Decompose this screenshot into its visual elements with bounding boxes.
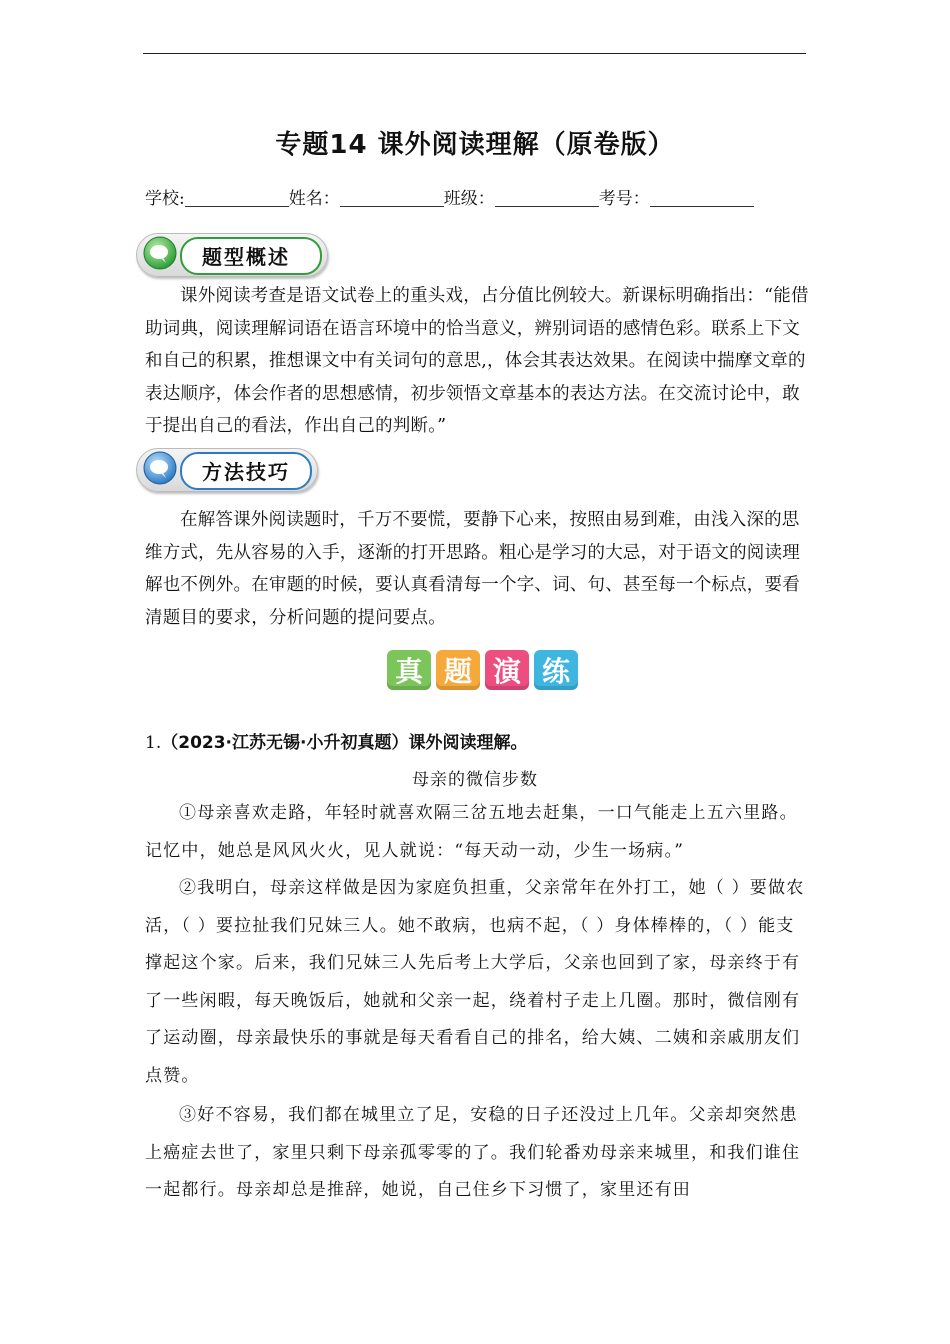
article-title: 母亲的微信步数 (412, 770, 538, 790)
overview-badge (136, 233, 328, 279)
method-label: 方法技巧 (202, 460, 290, 484)
overview-paragraph: 课外阅读考查是语文试卷上的重头戏，占分值比例较大。新课标明确指出：“能借助词典，阅读理解词语在语言环境中的恰当意义，辨别词语的感情色彩。联系上下文和自己的积累，推想课文中有关词句的意思,，体会其表达效果。在阅读中揣摩文章的表达顺序，体会作者的思想感情，初步领悟文章基本的表达方法。在交流讨论中，敢于提出自己的看法，作出自己的判断。” (145, 286, 809, 436)
article-paragraph-2: ②我明白，母亲这样做是因为家庭负担重，父亲常年在外打工，她（ ）要做农活，（ ）要拉扯我们兄妹三人。她不敢病，也病不起，（ ）身体棒棒的，（ ）能支撑起这个家。后来，我们兄妹三人先后考上大学后，父亲也回到了家，母亲终于有了一些闲暇，每天晚饭后，她就和父亲一起，绕着村子走上几圈。那时，微信刚有了运动圈，母亲最快乐的事就是每天看看自己的排名，给大姨、二姨和亲戚朋友们点赞。 (145, 878, 805, 1086)
practice-tag-1: 真 (387, 650, 431, 690)
method-paragraph: 在解答课外阅读题时，千万不要慌，要静下心来，按照由易到难，由浅入深的思维方式，先从容易的入手，逐渐的打开思路。粗心是学习的大忌，对于语文的阅读理解也不例外。在审题的时候，要认真看清每一个字、词、句、甚至每一个标点，要看清题目的要求，分析问题的提问要点。 (145, 510, 800, 628)
exam-no-blank[interactable] (650, 188, 754, 207)
practice-tag-4: 练 (534, 650, 578, 690)
question-number: 1. (145, 733, 162, 753)
page-title: 专题14 课外阅读理解（原卷版） (275, 130, 675, 160)
class-blank[interactable] (495, 188, 599, 207)
question-heading: （2023·江苏无锡·小升初真题）课外阅读理解。 (161, 733, 528, 753)
class-label: 班级： (443, 189, 495, 209)
speech-bubble-icon (140, 451, 180, 487)
practice-tag-2: 题 (436, 650, 480, 690)
article-paragraph-3: ③好不容易，我们都在城里立了足，安稳的日子还没过上几年。父亲却突然患上癌症去世了，家里只剩下母亲孤零零的了。我们轮番劝母亲来城里，和我们谁住一起都行。母亲却总是推辞，她说，自己住乡下习惯了，家里还有田 (145, 1105, 801, 1201)
speech-bubble-icon (140, 236, 180, 272)
header-rule (143, 53, 806, 54)
exam-no-label: 考号： (598, 189, 650, 209)
name-label: 姓名： (288, 189, 340, 209)
article-paragraph-1: ①母亲喜欢走路，年轻时就喜欢隔三岔五地去赶集，一口气能走上五六里路。记忆中，她总是风风火火，见人就说：“每天动一动，少生一场病。” (145, 803, 798, 861)
school-blank[interactable] (185, 188, 289, 207)
practice-tag-3: 演 (485, 650, 529, 690)
method-badge (136, 448, 318, 494)
school-label: 学校: (145, 189, 185, 209)
overview-label: 题型概述 (202, 245, 290, 269)
question-title (145, 728, 527, 753)
student-info-line (145, 184, 754, 209)
practice-tags (387, 650, 578, 690)
name-blank[interactable] (340, 188, 444, 207)
